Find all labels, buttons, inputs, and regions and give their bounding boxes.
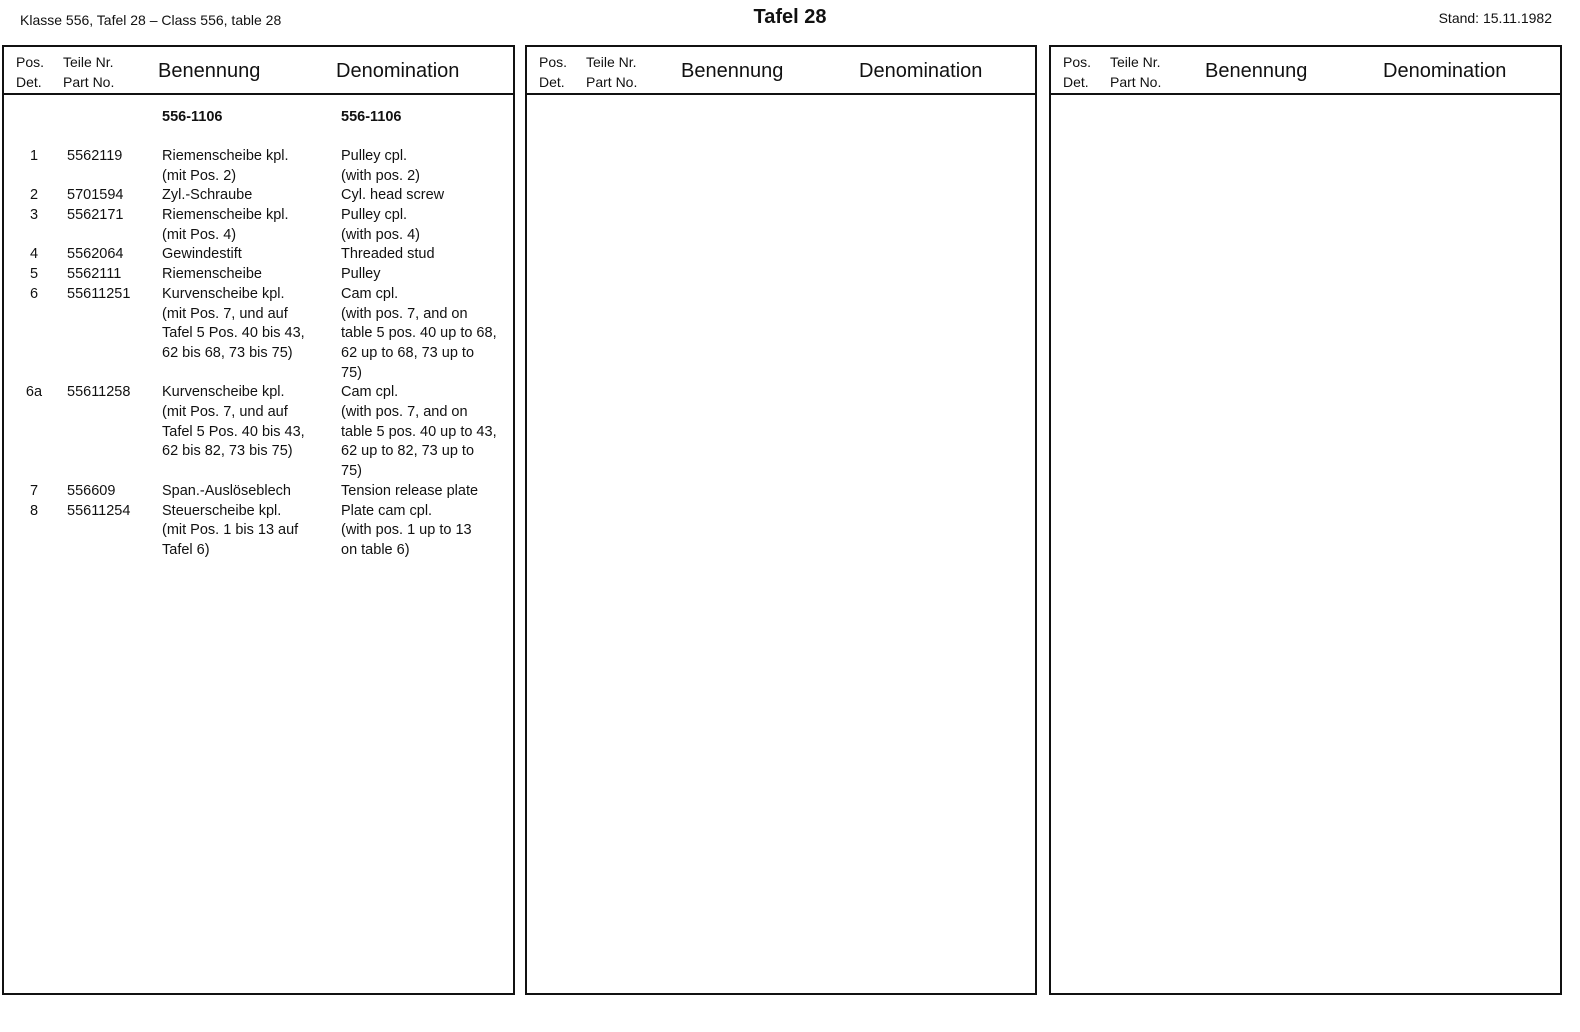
denomination-column-header: Denomination [1383, 60, 1507, 82]
pos-header-line1: Pos. [539, 54, 568, 70]
part-number-cell: 55611251 [67, 285, 131, 302]
benennung-line: Kurvenscheibe kpl. [162, 384, 285, 401]
denomination-line: Tension release plate [341, 482, 479, 499]
part-header-line2: Part No. [63, 74, 115, 90]
table-row [4, 482, 513, 502]
pos-cell: 7 [29, 482, 39, 499]
denomination-line: Pulley cpl. [341, 207, 408, 224]
pos-column-header [1063, 52, 1091, 92]
denomination-line: (with pos. 2) [341, 167, 420, 184]
benennung-line: Riemenscheibe kpl. [162, 207, 289, 224]
denomination-cell [341, 206, 513, 245]
denomination-line: Plate cam cpl. [341, 502, 433, 519]
denomination-line: (with pos. 1 up to 13 [341, 522, 472, 539]
benennung-column-header: Benennung [158, 60, 261, 82]
part-number-cell: 55611258 [67, 384, 131, 401]
denomination-line: Pulley cpl. [341, 148, 408, 164]
table-header [1051, 47, 1560, 95]
pos-column-header [539, 52, 567, 92]
denomination-line: 75) [341, 463, 362, 480]
table-row [4, 206, 513, 245]
denomination-line: table 5 pos. 40 up to 43, [341, 423, 497, 440]
pos-header-line2: Det. [1063, 74, 1089, 90]
denomination-line: 62 up to 68, 73 up to [341, 344, 475, 361]
benennung-cell [162, 383, 334, 462]
table-row [4, 147, 513, 186]
denomination-cell [341, 482, 513, 502]
part-header-line2: Part No. [1110, 74, 1162, 90]
benennung-line: (mit Pos. 1 bis 13 auf [162, 522, 299, 539]
parts-table-panel-3 [1049, 45, 1562, 995]
pos-cell: 1 [29, 148, 39, 164]
table-row [4, 186, 513, 206]
pos-cell: 5 [29, 266, 39, 283]
benennung-cell [162, 285, 334, 364]
denomination-cell [341, 383, 513, 482]
part-number-cell: 556609 [67, 482, 116, 499]
denomination-cell [341, 265, 513, 285]
benennung-line: (mit Pos. 7, und auf [162, 305, 288, 322]
denomination-line: 75) [341, 364, 362, 381]
parts-table-panel-1 [2, 45, 515, 995]
denomination-line: Cam cpl. [341, 285, 399, 302]
pos-cell: 4 [29, 246, 39, 263]
benennung-line: (mit Pos. 4) [162, 226, 237, 243]
benennung-line: Gewindestift [162, 246, 242, 263]
denomination-cell [341, 186, 513, 206]
benennung-line: Zyl.-Schraube [162, 187, 253, 204]
section-title-benennung: 556-1106 [162, 109, 223, 125]
table-header [4, 47, 513, 95]
denomination-line: Threaded stud [341, 246, 435, 263]
benennung-cell [162, 245, 334, 265]
benennung-line: Riemenscheibe kpl. [162, 148, 289, 164]
benennung-cell [162, 186, 334, 206]
denomination-column-header: Denomination [859, 60, 983, 82]
benennung-cell [162, 265, 334, 285]
benennung-cell [162, 482, 334, 502]
part-number-cell: 5562111 [67, 266, 122, 283]
pos-header-line2: Det. [16, 74, 42, 90]
benennung-line: Riemenscheibe [162, 266, 262, 283]
part-header-line1: Teile Nr. [586, 54, 637, 70]
pos-cell: 3 [29, 207, 39, 224]
denomination-column-header: Denomination [336, 60, 460, 82]
table-row [4, 265, 513, 285]
denomination-line: (with pos. 7, and on [341, 404, 468, 421]
table-body-empty [527, 95, 1035, 993]
benennung-line: Tafel 5 Pos. 40 bis 43, [162, 423, 305, 440]
denomination-cell [341, 147, 513, 186]
doc-header-left: Klasse 556, Tafel 28 – Class 556, table 28 [20, 12, 282, 28]
pos-cell: 6 [29, 285, 39, 302]
benennung-line: (mit Pos. 2) [162, 167, 237, 184]
benennung-line: Tafel 6) [162, 541, 210, 558]
denomination-line: (with pos. 7, and on [341, 305, 468, 322]
denomination-line: Pulley [341, 266, 381, 283]
table-row [4, 285, 513, 384]
part-number-cell: 5701594 [67, 187, 124, 204]
table-row [4, 383, 513, 482]
benennung-column-header: Benennung [1205, 60, 1308, 82]
benennung-cell [162, 206, 334, 245]
denomination-line: (with pos. 4) [341, 226, 420, 243]
denomination-cell [341, 502, 513, 561]
parts-table-panel-2 [525, 45, 1037, 995]
benennung-line: Steuerscheibe kpl. [162, 502, 282, 519]
benennung-line: Tafel 5 Pos. 40 bis 43, [162, 325, 305, 342]
benennung-cell [162, 502, 334, 561]
pos-header-line1: Pos. [1063, 54, 1092, 70]
denomination-line: Cam cpl. [341, 384, 399, 401]
table-row [4, 502, 513, 561]
part-no-column-header [63, 52, 114, 92]
part-number-cell: 5562119 [67, 148, 123, 164]
part-header-line1: Teile Nr. [63, 54, 114, 70]
doc-date: Stand: 15.11.1982 [1438, 10, 1552, 26]
denomination-cell [341, 285, 513, 384]
section-title-denomination: 556-1106 [341, 109, 402, 125]
denomination-cell [341, 245, 513, 265]
benennung-line: Span.-Auslöseblech [162, 482, 291, 499]
part-number-cell: 5562171 [67, 207, 124, 224]
part-no-column-header [586, 52, 637, 92]
pos-column-header [16, 52, 44, 92]
parts-list [4, 147, 513, 561]
pos-cell: 8 [29, 502, 39, 519]
pos-cell: 2 [29, 187, 39, 204]
pos-cell: 6a [25, 384, 43, 401]
benennung-column-header: Benennung [681, 60, 784, 82]
doc-title: Tafel 28 [753, 6, 827, 28]
benennung-line: 62 bis 82, 73 bis 75) [162, 443, 293, 460]
benennung-line: (mit Pos. 7, und auf [162, 404, 288, 421]
denomination-line: Cyl. head screw [341, 187, 445, 204]
table-row [4, 245, 513, 265]
part-number-cell: 5562064 [67, 246, 124, 263]
part-header-line2: Part No. [586, 74, 638, 90]
part-number-cell: 55611254 [67, 502, 131, 519]
denomination-line: table 5 pos. 40 up to 68, [341, 325, 497, 342]
pos-header-line2: Det. [539, 74, 565, 90]
table-body-empty [1051, 95, 1560, 993]
part-header-line1: Teile Nr. [1110, 54, 1161, 70]
part-no-column-header [1110, 52, 1161, 92]
denomination-line: 62 up to 82, 73 up to [341, 443, 475, 460]
table-body [4, 95, 513, 993]
table-header [527, 47, 1035, 95]
benennung-cell [162, 147, 334, 186]
pos-header-line1: Pos. [16, 54, 45, 70]
denomination-line: on table 6) [341, 541, 410, 558]
benennung-line: Kurvenscheibe kpl. [162, 285, 285, 302]
benennung-line: 62 bis 68, 73 bis 75) [162, 344, 293, 361]
